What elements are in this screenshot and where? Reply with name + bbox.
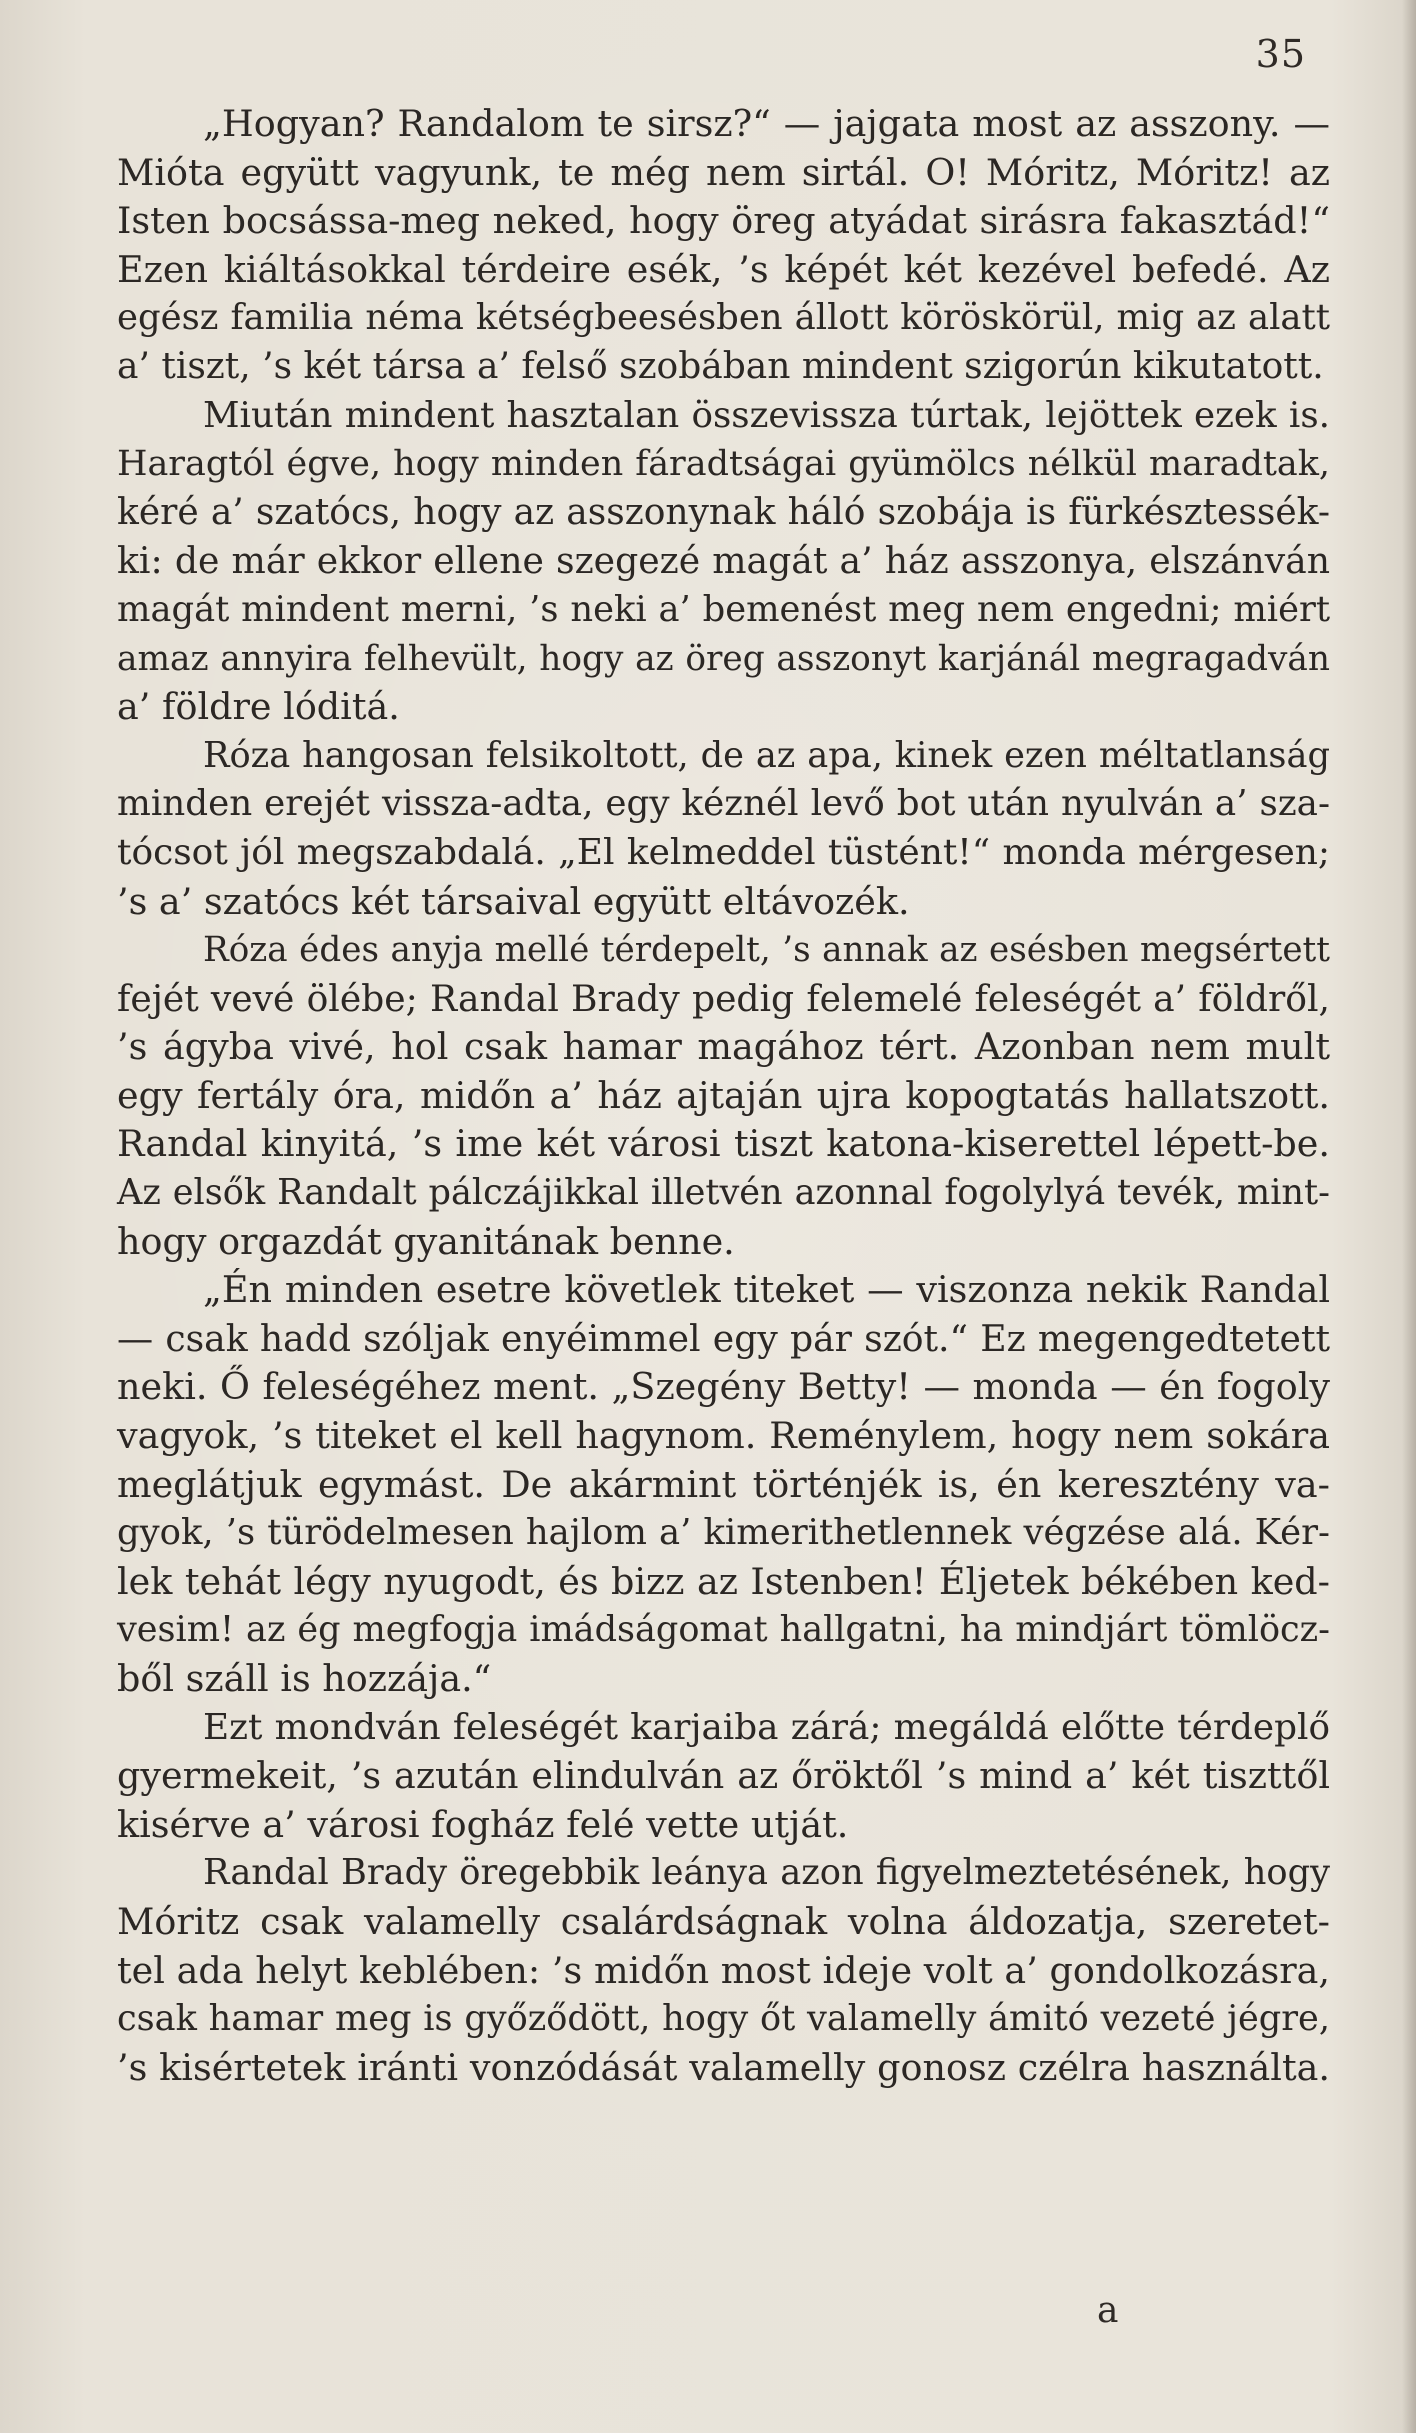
text-line: magát mindent merni, ’s neki a’ bemenést meg nem engedni; miért: [117, 588, 1330, 630]
text-line: a’ tiszt, ’s két társa a’ felső szobában mindent szigorún kikutatott.: [117, 345, 1324, 387]
text-line: kisérve a’ városi fogház felé vette utját.: [117, 1802, 849, 1846]
text-line: „Hogyan? Randalom te sirsz?“ — jajgata most az asszony. —: [203, 102, 1330, 145]
text-line: — csak hadd szóljak enyéimmel egy pár szót.“ Ez megengedtetett: [117, 1316, 1330, 1360]
text-line: egy fertály óra, midőn a’ ház ajtaján ujra kopogtatás hallatszott.: [117, 1073, 1330, 1117]
text-line: meglátjuk egymást. De akármint történjék is, én keresztény va-: [117, 1462, 1330, 1506]
text-line: gyok, ’s türödelmesen hajlom a’ kimerithetlennek végzése alá. Kér-: [117, 1512, 1330, 1554]
text-line: Az elsők Randalt pálczájikkal illetvén azonnal fogolylyá tevék, mint-: [117, 1172, 1330, 1214]
text-line: neki. Ő feleségéhez ment. „Szegény Betty! — monda — én fogoly: [117, 1365, 1330, 1409]
text-line: Ezt mondván feleségét karjaiba zárá; megáldá előtte térdeplő: [203, 1706, 1330, 1748]
text-line: ’s a’ szatócs két társaival együtt eltávozék.: [117, 879, 910, 923]
text-line: Randal Brady öregebbik leánya azon figyelmeztetésének, hogy: [203, 1852, 1330, 1894]
text-line: csak hamar meg is győződött, hogy őt valamelly ámitó vezeté jégre,: [117, 1998, 1330, 2040]
text-line: tel ada helyt keblében: ’s midőn most ideje volt a’ gondolkozásra,: [117, 1948, 1330, 1992]
text-line: vesim! az ég megfogja imádságomat hallgatni, ha mindjárt tömlöcz-: [117, 1609, 1330, 1651]
text-line: Móritz csak valamelly csalárdságnak volna áldozatja, szeretet-: [117, 1899, 1330, 1943]
body-text: [117, 100, 1330, 2092]
text-line: Miután mindent hasztalan összevissza túrtak, lejöttek ezek is.: [203, 394, 1330, 436]
text-line: Ezen kiáltásokkal térdeire esék, ’s képét két kezével befedé. Az: [117, 247, 1330, 291]
page-number: 35: [1255, 32, 1306, 76]
text-line: ’s kisértetek iránti vonzódását valamelly gonosz czélra használta.: [117, 2045, 1330, 2089]
text-line: Randal kinyitá, ’s ime két városi tiszt katona-kiserettel lépett-be.: [117, 1122, 1330, 1166]
text-line: gyermekeit, ’s azután elindulván az őröktől ’s mind a’ két tiszttől: [117, 1754, 1330, 1798]
text-line: amaz annyira felhevült, hogy az öreg asszonyt karjánál megragadván: [117, 638, 1330, 679]
text-line: Róza hangosan felsikoltott, de az apa, kinek ezen méltatlanság: [203, 734, 1330, 776]
text-line: ki: de már ekkor ellene szegezé magát a’ ház asszonya, elszánván: [117, 539, 1330, 583]
text-line: fejét vevé ölébe; Randal Brady pedig felemelé feleségét a’ földről,: [117, 977, 1330, 1020]
text-line: Róza édes anyja mellé térdepelt, ’s annak az esésben megsértett: [203, 930, 1330, 971]
text-line: minden erejét vissza-adta, egy kéznél levő bot után nyulván a’ sza-: [117, 783, 1330, 825]
text-line: egész familia néma kétségbeesésben állott köröskörül, mig az alatt: [117, 297, 1330, 339]
text-line: ’s ágyba vivé, hol csak hamar magához tért. Azonban nem mult: [117, 1025, 1330, 1069]
text-line: vagyok, ’s titeket el kell hagynom. Reménylem, hogy nem sokára: [117, 1414, 1330, 1458]
text-line: „Én minden esetre követlek titeket — viszonza nekik Randal: [203, 1268, 1330, 1312]
text-line: lek tehát légy nyugodt, és bizz az Istenben! Éljetek békében ked-: [117, 1559, 1330, 1603]
text-line: tócsot jól megszabdalá. „El kelmeddel tüstént!“ monda mérgesen;: [117, 831, 1330, 873]
text-line: a’ földre lóditá.: [117, 685, 400, 729]
text-line: ből száll is hozzája.“: [117, 1657, 492, 1700]
text-line: kéré a’ szatócs, hogy az asszonynak háló szobája is fürkésztessék-: [117, 491, 1330, 533]
signature-mark: a: [1097, 2290, 1119, 2331]
text-line: Isten bocsássa-meg neked, hogy öreg atyádat sirásra fakasztád!“: [117, 199, 1330, 243]
text-line: Mióta együtt vagyunk, te még nem sirtál. O! Móritz, Móritz! az: [117, 150, 1330, 194]
text-line: hogy orgazdát gyanitának benne.: [117, 1219, 735, 1263]
page-edge-shadow: [1402, 0, 1416, 2433]
text-line: Haragtól égve, hogy minden fáradtságai gyümölcs nélkül maradtak,: [117, 444, 1330, 485]
